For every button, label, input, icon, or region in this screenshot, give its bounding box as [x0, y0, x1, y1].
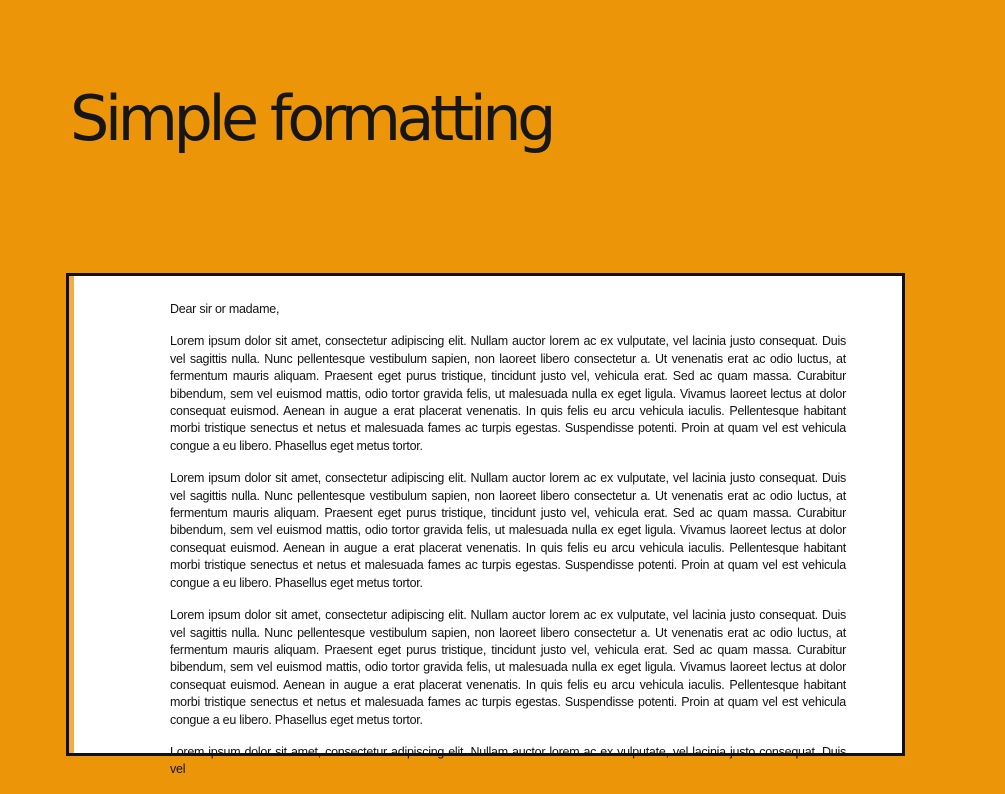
document-edge — [69, 276, 74, 753]
page-title: Simple formatting — [70, 82, 552, 155]
paragraph: Lorem ipsum dolor sit amet, consectetur adipiscing elit. Nullam auctor lorem ac ex vulputate, vel lacinia justo consequat. Duis vel sagittis nulla. Nunc pellentesque vestibulum sapien, non laoreet libero consectetur a. Ut venenatis erat ac odio luctus, at fermentum mauris aliquam. Praesent eget purus tristique, tincidunt justo vel, vehicula erat. Sed ac quam massa. Curabitur bibendum, sem vel euismod mattis, odio tortor gravida felis, ut malesuada nulla ex eget ligula. Vivamus laoreet lectus at dolor consequat euismod. Aenean in augue a erat placerat venenatis. In quis felis eu arcu vehicula iaculis. Pellentesque habitant morbi tristique senectus et netus et malesuada fames ac turpis egestas. Suspendisse potenti. Proin at quam vel est vehicula congue a eu libero. Phasellus eget metus tortor. — [170, 608, 846, 727]
document-body — [170, 301, 846, 794]
document-frame — [66, 273, 905, 777]
paragraph: Lorem ipsum dolor sit amet, consectetur adipiscing elit. Nullam auctor lorem ac ex vulputate, vel lacinia justo consequat. Duis vel sagittis nulla. Nunc pellentesque vestibulum sapien, non laoreet libero consectetur a. Ut venenatis erat ac odio luctus, at fermentum mauris aliquam. Praesent eget purus tristique, tincidunt justo vel, vehicula erat. Sed ac quam massa. Curabitur bibendum, sem vel euismod mattis, odio tortor gravida felis, ut malesuada nulla ex eget ligula. Vivamus laoreet lectus at dolor consequat euismod. Aenean in augue a erat placerat venenatis. In quis felis eu arcu vehicula iaculis. Pellentesque habitant morbi tristique senectus et netus et malesuada fames ac turpis egestas. Suspendisse potenti. Proin at quam vel est vehicula congue a eu libero. Phasellus eget metus tortor. — [170, 471, 846, 590]
salutation: Dear sir or madame, — [170, 302, 280, 316]
paragraph: Lorem ipsum dolor sit amet, consectetur adipiscing elit. Nullam auctor lorem ac ex vulputate, vel lacinia justo consequat. Duis vel sagittis nulla. Nunc pellentesque vestibulum sapien, non laoreet libero consectetur a. Ut venenatis erat ac odio luctus, at fermentum mauris aliquam. Praesent eget purus tristique, tincidunt justo vel, vehicula erat. Sed ac quam massa. Curabitur bibendum, sem vel euismod mattis, odio tortor gravida felis, ut malesuada nulla ex eget ligula. Vivamus laoreet lectus at dolor consequat euismod. Aenean in augue a erat placerat venenatis. In quis felis eu arcu vehicula iaculis. Pellentesque habitant morbi tristique senectus et netus et malesuada fames ac turpis egestas. Suspendisse potenti. Proin at quam vel est vehicula congue a eu libero. Phasellus eget metus tortor. — [170, 334, 846, 453]
paragraph: Lorem ipsum dolor sit amet, consectetur adipiscing elit. Nullam auctor lorem ac ex vulputate, vel lacinia justo consequat. Duis vel — [170, 744, 846, 777]
